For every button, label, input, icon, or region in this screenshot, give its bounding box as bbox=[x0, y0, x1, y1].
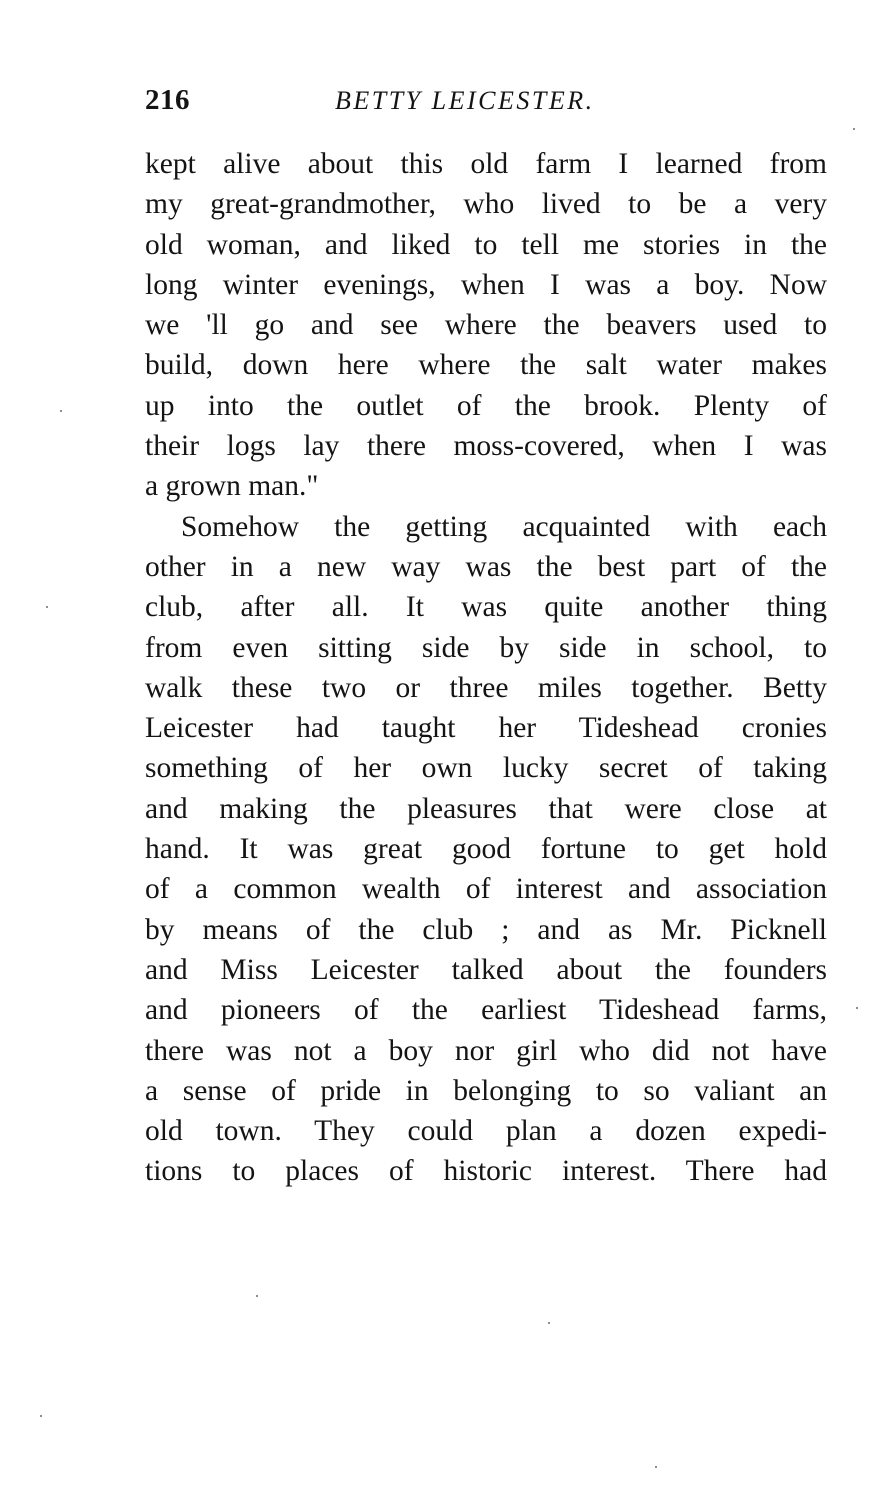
text-line: build, down here where the salt water makes bbox=[145, 349, 827, 382]
text-line: by means of the club ; and as Mr. Picknell bbox=[145, 913, 827, 946]
text-line: and pioneers of the earliest Tideshead farms, bbox=[145, 994, 827, 1027]
page-number: 216 bbox=[145, 84, 190, 116]
text-line: Somehow the getting acquainted with each bbox=[181, 510, 827, 543]
text-line: their logs lay there moss-covered, when I was bbox=[145, 430, 827, 463]
text-line: and making the pleasures that were close at bbox=[145, 792, 827, 825]
text-line: my great-grandmother, who lived to be a very bbox=[145, 188, 827, 221]
scan-speck bbox=[856, 1007, 858, 1009]
scan-speck bbox=[256, 1295, 258, 1297]
page-header bbox=[145, 84, 835, 124]
running-title: BETTY LEICESTER. bbox=[335, 86, 595, 115]
text-line: kept alive about this old farm I learned from bbox=[145, 148, 827, 180]
text-line: from even sitting side by side in school, to bbox=[145, 631, 827, 664]
text-line: old town. They could plan a dozen expedi- bbox=[145, 1115, 827, 1148]
text-line: up into the outlet of the brook. Plenty of bbox=[145, 389, 827, 422]
text-line: club, after all. It was quite another thing bbox=[145, 591, 827, 624]
text-line: old woman, and liked to tell me stories in the bbox=[145, 228, 827, 261]
body-text bbox=[145, 144, 827, 1192]
text-line: and Miss Leicester talked about the founders bbox=[145, 953, 827, 986]
scan-speck bbox=[46, 606, 48, 608]
text-line: hand. It was great good fortune to get hold bbox=[145, 833, 827, 866]
text-line: something of her own lucky secret of taking bbox=[145, 752, 827, 785]
text-line: there was not a boy nor girl who did not have bbox=[145, 1034, 827, 1067]
scan-speck bbox=[60, 410, 62, 412]
text-line: of a common wealth of interest and association bbox=[145, 873, 827, 906]
text-line: long winter evenings, when I was a boy. Now bbox=[145, 268, 827, 301]
text-line: Leicester had taught her Tideshead cronies bbox=[145, 712, 827, 745]
scan-speck bbox=[40, 1415, 42, 1417]
paragraph bbox=[145, 507, 827, 1192]
scan-speck bbox=[655, 1466, 657, 1468]
scan-speck bbox=[548, 1322, 550, 1324]
text-line: walk these two or three miles together. Betty bbox=[145, 671, 827, 704]
text-line: tions to places of historic interest. There had bbox=[145, 1155, 827, 1188]
scan-speck bbox=[853, 128, 855, 130]
text-line: a grown man." bbox=[145, 470, 319, 503]
text-line: we 'll go and see where the beavers used to bbox=[145, 309, 827, 342]
text-line: a sense of pride in belonging to so valiant an bbox=[145, 1074, 827, 1107]
paragraph bbox=[145, 144, 827, 507]
text-line: other in a new way was the best part of the bbox=[145, 550, 827, 583]
